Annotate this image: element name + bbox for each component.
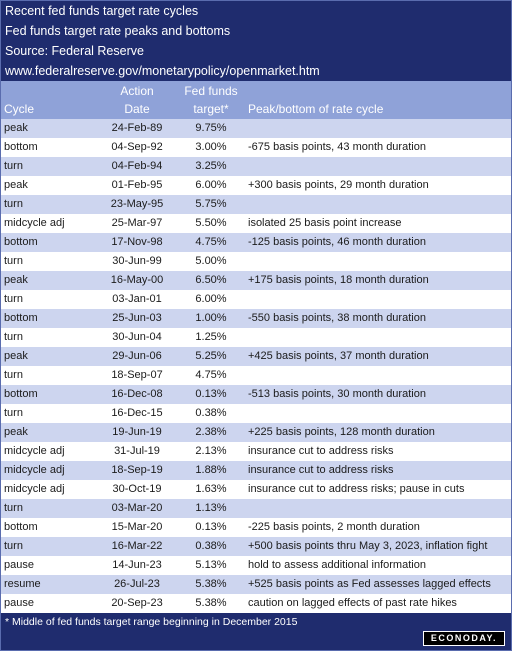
- cell-cycle: pause: [4, 597, 34, 609]
- cell-target: 0.38%: [195, 407, 227, 419]
- cell-cycle: peak: [4, 122, 28, 134]
- table-row: [1, 556, 511, 575]
- cell-cycle: resume: [4, 578, 41, 590]
- table-row: [1, 461, 511, 480]
- cell-date: 20-Sep-23: [111, 597, 163, 609]
- cell-date: 14-Jun-23: [112, 559, 162, 571]
- cell-date: 30-Jun-04: [112, 331, 162, 343]
- cell-note: +525 basis points as Fed assesses lagged effects: [248, 578, 491, 590]
- cell-target: 5.25%: [195, 350, 227, 362]
- cell-date: 16-Dec-08: [111, 388, 163, 400]
- col-cycle-header: Cycle: [4, 102, 35, 116]
- cell-date: 30-Jun-99: [112, 255, 162, 267]
- cell-target: 1.88%: [195, 464, 227, 476]
- cell-target: 1.63%: [195, 483, 227, 495]
- cell-target: 0.13%: [195, 388, 227, 400]
- cell-date: 23-May-95: [110, 198, 164, 210]
- table-row: [1, 233, 511, 252]
- cell-target: 4.75%: [195, 236, 227, 248]
- table-row: [1, 594, 511, 613]
- cell-date: 16-May-00: [110, 274, 164, 286]
- cell-note: -125 basis points, 46 month duration: [248, 236, 426, 248]
- col-date-header-line1: Action: [120, 84, 154, 98]
- cell-note: +500 basis points thru May 3, 2023, inflation fight: [248, 540, 488, 552]
- cell-cycle: midcycle adj: [4, 483, 65, 495]
- table-row: [1, 176, 511, 195]
- cell-note: -225 basis points, 2 month duration: [248, 521, 420, 533]
- table-body: [1, 119, 511, 613]
- cell-target: 5.75%: [195, 198, 227, 210]
- cell-note: +175 basis points, 18 month duration: [248, 274, 429, 286]
- cell-cycle: turn: [4, 540, 23, 552]
- cell-date: 31-Jul-19: [114, 445, 160, 457]
- cell-date: 04-Sep-92: [111, 141, 163, 153]
- col-target-header-line1: Fed funds: [184, 84, 238, 98]
- cell-target: 6.00%: [195, 179, 227, 191]
- cell-date: 26-Jul-23: [114, 578, 160, 590]
- col-note-header: Peak/bottom of rate cycle: [248, 102, 384, 116]
- column-headers: [1, 81, 511, 119]
- source-url: www.federalreserve.gov/monetarypolicy/openmarket.htm: [5, 64, 320, 78]
- cell-note: -550 basis points, 38 month duration: [248, 312, 426, 324]
- table-row: [1, 575, 511, 594]
- table-row: [1, 271, 511, 290]
- col-date-header-line2: Date: [124, 102, 150, 116]
- table-row: [1, 214, 511, 233]
- cell-cycle: turn: [4, 255, 23, 267]
- cell-target: 1.25%: [195, 331, 227, 343]
- cell-target: 2.38%: [195, 426, 227, 438]
- cell-target: 5.38%: [195, 597, 227, 609]
- cell-date: 25-Mar-97: [111, 217, 163, 229]
- table-row: [1, 328, 511, 347]
- table-row: [1, 290, 511, 309]
- cell-cycle: pause: [4, 559, 34, 571]
- cell-date: 16-Dec-15: [111, 407, 163, 419]
- table-row: [1, 119, 511, 138]
- cell-date: 18-Sep-07: [111, 369, 163, 381]
- table-header: [1, 1, 511, 81]
- cell-date: 03-Jan-01: [112, 293, 162, 305]
- cell-target: 2.13%: [195, 445, 227, 457]
- table-subtitle: Fed funds target rate peaks and bottoms: [5, 24, 231, 38]
- table-row: [1, 423, 511, 442]
- table-row: [1, 157, 511, 176]
- cell-date: 04-Feb-94: [111, 160, 163, 172]
- table-row: [1, 138, 511, 157]
- cell-note: insurance cut to address risks: [248, 445, 394, 457]
- cell-cycle: bottom: [4, 388, 38, 400]
- col-target-header-line2: target*: [193, 102, 229, 116]
- cell-cycle: midcycle adj: [4, 464, 65, 476]
- cell-cycle: turn: [4, 198, 23, 210]
- cell-cycle: turn: [4, 369, 23, 381]
- cell-target: 3.25%: [195, 160, 227, 172]
- cell-cycle: turn: [4, 502, 23, 514]
- cell-date: 17-Nov-98: [111, 236, 163, 248]
- table-title: Recent fed funds target rate cycles: [5, 4, 199, 18]
- cell-note: insurance cut to address risks: [248, 464, 394, 476]
- cell-target: 1.13%: [195, 502, 227, 514]
- cell-target: 9.75%: [195, 122, 227, 134]
- cell-target: 6.50%: [195, 274, 227, 286]
- table-row: [1, 366, 511, 385]
- cell-cycle: turn: [4, 407, 23, 419]
- cell-target: 6.00%: [195, 293, 227, 305]
- cell-target: 0.13%: [195, 521, 227, 533]
- table-row: [1, 252, 511, 271]
- cell-note: +425 basis points, 37 month duration: [248, 350, 429, 362]
- cell-target: 5.38%: [195, 578, 227, 590]
- cell-note: isolated 25 basis point increase: [248, 217, 402, 229]
- source-label: Source: Federal Reserve: [5, 44, 144, 58]
- cell-cycle: peak: [4, 274, 28, 286]
- cell-cycle: bottom: [4, 141, 38, 153]
- cell-note: caution on lagged effects of past rate hikes: [248, 597, 457, 609]
- table-row: [1, 195, 511, 214]
- cell-note: insurance cut to address risks; pause in cuts: [248, 483, 465, 495]
- cell-cycle: turn: [4, 331, 23, 343]
- table-row: [1, 404, 511, 423]
- cell-target: 1.00%: [195, 312, 227, 324]
- cell-note: -513 basis points, 30 month duration: [248, 388, 426, 400]
- cell-target: 5.13%: [195, 559, 227, 571]
- cell-date: 03-Mar-20: [111, 502, 163, 514]
- table-row: [1, 499, 511, 518]
- table-row: [1, 347, 511, 366]
- table-row: [1, 537, 511, 556]
- cell-note: +300 basis points, 29 month duration: [248, 179, 429, 191]
- cell-target: 5.00%: [195, 255, 227, 267]
- cell-note: hold to assess additional information: [248, 559, 426, 571]
- table-row: [1, 480, 511, 499]
- cell-cycle: peak: [4, 179, 28, 191]
- cell-note: +225 basis points, 128 month duration: [248, 426, 435, 438]
- cell-target: 4.75%: [195, 369, 227, 381]
- cell-cycle: bottom: [4, 312, 38, 324]
- cell-date: 24-Feb-89: [111, 122, 163, 134]
- cell-date: 25-Jun-03: [112, 312, 162, 324]
- cell-date: 15-Mar-20: [111, 521, 163, 533]
- cell-date: 18-Sep-19: [111, 464, 163, 476]
- cell-date: 16-Mar-22: [111, 540, 163, 552]
- cell-cycle: turn: [4, 293, 23, 305]
- footnote: * Middle of fed funds target range beginning in December 2015: [5, 616, 298, 628]
- table-footer: [1, 613, 511, 650]
- cell-target: 3.00%: [195, 141, 227, 153]
- table-row: [1, 518, 511, 537]
- cell-cycle: bottom: [4, 236, 38, 248]
- econoday-logo: ECONODAY.: [423, 631, 505, 646]
- cell-date: 19-Jun-19: [112, 426, 162, 438]
- cell-date: 30-Oct-19: [112, 483, 162, 495]
- cell-date: 29-Jun-06: [112, 350, 162, 362]
- cell-cycle: peak: [4, 426, 28, 438]
- cell-cycle: bottom: [4, 521, 38, 533]
- cell-note: -675 basis points, 43 month duration: [248, 141, 426, 153]
- cell-cycle: peak: [4, 350, 28, 362]
- cell-cycle: turn: [4, 160, 23, 172]
- cell-target: 5.50%: [195, 217, 227, 229]
- table-row: [1, 442, 511, 461]
- cell-cycle: midcycle adj: [4, 445, 65, 457]
- cell-cycle: midcycle adj: [4, 217, 65, 229]
- table-row: [1, 309, 511, 328]
- table-row: [1, 385, 511, 404]
- cell-date: 01-Feb-95: [111, 179, 163, 191]
- cell-target: 0.38%: [195, 540, 227, 552]
